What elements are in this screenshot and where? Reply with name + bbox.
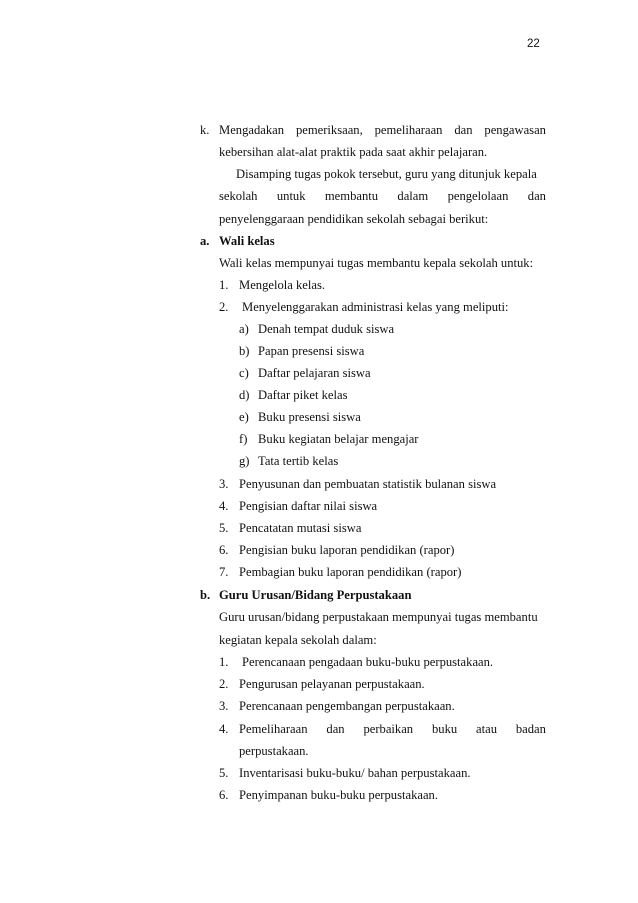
sublist-letter: c) bbox=[239, 366, 249, 380]
sublist-item: Tata tertib kelas bbox=[258, 454, 339, 468]
word: dan bbox=[326, 722, 345, 736]
word: dalam bbox=[397, 189, 429, 203]
sublist-letter: g) bbox=[239, 454, 250, 468]
list-item: Pengurusan pelayanan perpustakaan. bbox=[239, 677, 425, 691]
sublist-letter: b) bbox=[239, 344, 250, 358]
sublist-letter: d) bbox=[239, 388, 250, 402]
word: pemeriksaan, bbox=[295, 123, 363, 137]
list-item: Perencanaan pengadaan buku-buku perpustakaan. bbox=[242, 655, 494, 669]
list-number: 2. bbox=[219, 300, 229, 314]
sublist-item: Buku kegiatan belajar mengajar bbox=[258, 432, 419, 446]
word: badan bbox=[515, 722, 546, 736]
word: pengelolaan bbox=[447, 189, 509, 203]
word: pengawasan bbox=[484, 123, 546, 137]
section-b-title: Guru Urusan/Bidang Perpustakaan bbox=[219, 588, 412, 602]
list-number: 7. bbox=[219, 565, 229, 579]
section-b-marker: b. bbox=[200, 588, 211, 602]
sublist-item: Denah tempat duduk siswa bbox=[258, 322, 395, 336]
list-number: 5. bbox=[219, 766, 229, 780]
list-item: Pembagian buku laporan pendidikan (rapor) bbox=[239, 565, 462, 579]
word: buku bbox=[431, 722, 458, 736]
list-number: 1. bbox=[219, 278, 229, 292]
list-item: Penyusunan dan pembuatan statistik bulanan siswa bbox=[239, 477, 497, 491]
section-a-title: Wali kelas bbox=[219, 234, 275, 248]
sublist-letter: a) bbox=[239, 322, 249, 336]
item-k-marker: k. bbox=[200, 123, 210, 137]
section-b-lead1: Guru urusan/bidang perpustakaan mempunyai tugas membantu bbox=[219, 610, 538, 624]
sublist-item: Daftar pelajaran siswa bbox=[258, 366, 371, 380]
list-item: Pengisian daftar nilai siswa bbox=[239, 499, 378, 513]
section-a-lead: Wali kelas mempunyai tugas membantu kepala sekolah untuk: bbox=[219, 256, 534, 270]
word: dan bbox=[454, 123, 473, 137]
list-item-continuation: perpustakaan. bbox=[239, 744, 309, 758]
list-item: Inventarisasi buku-buku/ bahan perpustakaan. bbox=[239, 766, 471, 780]
list-item: Perencanaan pengembangan perpustakaan. bbox=[239, 699, 455, 713]
word: Pemeliharaan bbox=[239, 722, 308, 736]
list-item: Pencatatan mutasi siswa bbox=[239, 521, 362, 535]
word: atau bbox=[476, 722, 497, 736]
list-item: Penyimpanan buku-buku perpustakaan. bbox=[239, 788, 439, 802]
intro-line3: penyelenggaraan pendidikan sekolah sebagai berikut: bbox=[219, 212, 489, 226]
sublist-item: Papan presensi siswa bbox=[258, 344, 365, 358]
list-item: Mengelola kelas. bbox=[239, 278, 326, 292]
item-k-line2: kebersihan alat-alat praktik pada saat akhir pelajaran. bbox=[219, 145, 488, 159]
page-number: 22 bbox=[527, 38, 540, 50]
list-number: 4. bbox=[219, 499, 229, 513]
sublist-letter: e) bbox=[239, 410, 249, 424]
section-b-lead2: kegiatan kepala sekolah dalam: bbox=[219, 633, 377, 647]
item-k-line1 bbox=[219, 124, 546, 137]
sublist-item: Daftar piket kelas bbox=[258, 388, 348, 402]
word: pemeliharaan bbox=[374, 123, 443, 137]
list-number: 2. bbox=[219, 677, 229, 691]
list-number: 1. bbox=[219, 655, 229, 669]
sublist-letter: f) bbox=[239, 432, 248, 446]
sublist-item: Buku presensi siswa bbox=[258, 410, 361, 424]
section-a-marker: a. bbox=[200, 234, 210, 248]
word: sekolah bbox=[219, 189, 258, 203]
list-number: 6. bbox=[219, 543, 229, 557]
intro-line1: Disamping tugas pokok tersebut, guru yang ditunjuk kepala bbox=[236, 167, 537, 181]
intro-line2 bbox=[219, 190, 546, 203]
list-number: 5. bbox=[219, 521, 229, 535]
list-number: 6. bbox=[219, 788, 229, 802]
word: untuk bbox=[276, 189, 306, 203]
list-number: 4. bbox=[219, 722, 229, 736]
list-number: 3. bbox=[219, 699, 229, 713]
list-item-justified bbox=[239, 723, 546, 736]
list-number: 3. bbox=[219, 477, 229, 491]
word: perbaikan bbox=[363, 722, 414, 736]
word: Mengadakan bbox=[219, 123, 285, 137]
word: dan bbox=[527, 189, 546, 203]
list-item: Menyelenggarakan administrasi kelas yang meliputi: bbox=[242, 300, 509, 314]
word: membantu bbox=[324, 189, 379, 203]
list-item: Pengisian buku laporan pendidikan (rapor) bbox=[239, 543, 455, 557]
